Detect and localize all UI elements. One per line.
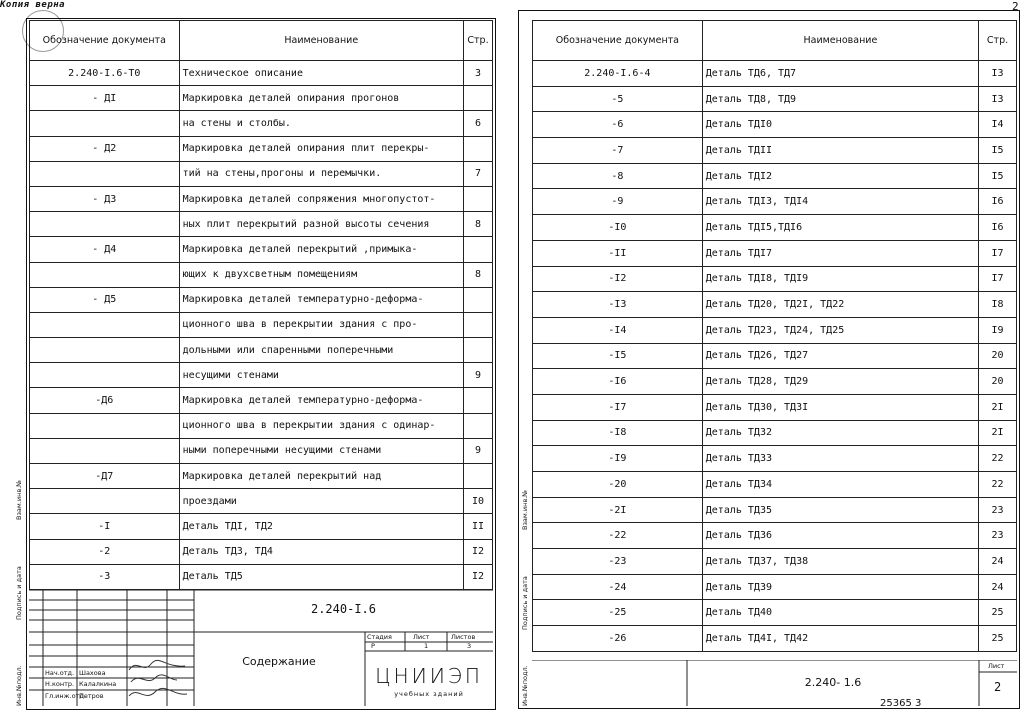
right-side-label-replaced: Взам.инв.№ <box>521 490 529 530</box>
doc-cell: -I3 <box>533 292 703 318</box>
page-cell: 8 <box>464 262 493 287</box>
name-cell: Деталь ТД40 <box>702 600 978 626</box>
doc-cell: -I4 <box>533 317 703 343</box>
page-cell: II <box>464 514 493 539</box>
role-1: Нач.отд. <box>45 669 75 677</box>
table-row <box>30 61 493 86</box>
table-row <box>30 413 493 438</box>
name-cell: тий на стены,прогоны и перемычки. <box>179 161 463 186</box>
table-row <box>30 564 493 589</box>
page-cell: 23 <box>979 523 1017 549</box>
name-cell: Маркировка деталей перекрытий ,примыка- <box>179 237 463 262</box>
right-drawing-code: 2.240- 1.6 <box>804 676 862 689</box>
name-cell: Деталь ТДI2 <box>702 163 978 189</box>
table-row <box>533 343 1017 369</box>
table-row <box>533 600 1017 626</box>
page-cell <box>464 312 493 337</box>
page-cell: I7 <box>979 266 1017 292</box>
page-cell: 20 <box>979 343 1017 369</box>
doc-cell: -23 <box>533 549 703 575</box>
page-cell: I3 <box>979 61 1017 87</box>
doc-cell <box>30 161 180 186</box>
left-title-block <box>29 590 493 706</box>
doc-cell: -I2 <box>533 266 703 292</box>
left-drawing-code: 2.240-I.6 <box>310 602 377 616</box>
doc-cell <box>30 338 180 363</box>
table-row <box>533 446 1017 472</box>
name-cell: Деталь ТД30, ТД3I <box>702 394 978 420</box>
table-row <box>533 523 1017 549</box>
doc-cell: -Д7 <box>30 464 180 489</box>
page-cell <box>464 237 493 262</box>
doc-cell: -I8 <box>533 420 703 446</box>
name-cell: Деталь ТД5 <box>179 564 463 589</box>
doc-cell <box>30 312 180 337</box>
name-cell: ющих к двухсветным помещениям <box>179 262 463 287</box>
doc-cell: - ДI <box>30 86 180 111</box>
page-cell: 6 <box>464 111 493 136</box>
page-cell: 25 <box>979 600 1017 626</box>
name-cell: Маркировка деталей температурно-деформа- <box>179 287 463 312</box>
sheet-label: Лист <box>413 633 430 641</box>
doc-cell: -20 <box>533 472 703 498</box>
table-row <box>30 161 493 186</box>
doc-cell: -25 <box>533 600 703 626</box>
table-row <box>30 86 493 111</box>
footer-number: 25365 3 <box>880 698 922 709</box>
page-cell: I2 <box>464 564 493 589</box>
name-cell: на стены и столбы. <box>179 111 463 136</box>
page-cell: 9 <box>464 363 493 388</box>
name-cell: Деталь ТД20, ТД2I, ТД22 <box>702 292 978 318</box>
table-row <box>30 287 493 312</box>
page-cell: I5 <box>979 163 1017 189</box>
table-row <box>30 262 493 287</box>
doc-cell: -I5 <box>533 343 703 369</box>
name-cell: Деталь ТД28, ТД29 <box>702 369 978 395</box>
table-row <box>533 472 1017 498</box>
page-cell: I4 <box>979 112 1017 138</box>
doc-cell: -5 <box>533 86 703 112</box>
table-row <box>533 163 1017 189</box>
side-label-inventory: Инв.№подл. <box>15 665 23 706</box>
doc-cell: - Д5 <box>30 287 180 312</box>
name-header: Наименование <box>702 21 978 61</box>
table-row <box>533 215 1017 241</box>
doc-cell: -22 <box>533 523 703 549</box>
name-cell: Деталь ТДI, ТД2 <box>179 514 463 539</box>
doc-cell: 2.240-I.6-4 <box>533 61 703 87</box>
doc-cell: -7 <box>533 138 703 164</box>
name-cell: ционного шва в перекрытии здания с одинар- <box>179 413 463 438</box>
doc-cell: - Д4 <box>30 237 180 262</box>
page-cell: I6 <box>979 189 1017 215</box>
right-sheet-value: 2 <box>994 680 1002 694</box>
name-cell: Деталь ТД6, ТД7 <box>702 61 978 87</box>
page-cell: 23 <box>979 497 1017 523</box>
doc-cell: - Д2 <box>30 136 180 161</box>
page-cell: I8 <box>979 292 1017 318</box>
table-row <box>533 497 1017 523</box>
table-row <box>30 363 493 388</box>
sheet-value: 1 <box>424 642 429 650</box>
page-cell <box>464 287 493 312</box>
certified-copy-stamp: Копия верна <box>0 0 66 10</box>
page-cell: 7 <box>464 161 493 186</box>
table-row <box>30 237 493 262</box>
table-row <box>30 438 493 463</box>
page-cell: 2I <box>979 394 1017 420</box>
name-cell: Деталь ТД8, ТД9 <box>702 86 978 112</box>
doc-header: Обозначение документа <box>30 21 180 61</box>
name-cell: дольными или спаренными поперечными <box>179 338 463 363</box>
table-row <box>30 464 493 489</box>
doc-cell <box>30 111 180 136</box>
right-side-label-sign-date: Подпись и дата <box>521 576 529 630</box>
name-cell: Маркировка деталей сопряжения многопустот- <box>179 186 463 211</box>
page-cell <box>464 186 493 211</box>
name-cell: Деталь ТДII <box>702 138 978 164</box>
name-cell: Деталь ТДI0 <box>702 112 978 138</box>
name-header: Наименование <box>179 21 463 61</box>
page-cell <box>464 86 493 111</box>
table-row <box>533 317 1017 343</box>
stage-value: Р <box>371 642 375 650</box>
person-3: Петров <box>79 692 104 700</box>
org-subtitle: учебных зданий <box>394 690 464 698</box>
doc-cell: -24 <box>533 574 703 600</box>
name-cell: ционного шва в перекрытии здания с про- <box>179 312 463 337</box>
table-row <box>533 369 1017 395</box>
left-drawing-title: Содержание <box>242 655 316 668</box>
person-1: Шахова <box>79 669 106 677</box>
name-cell: Маркировка деталей температурно-деформа- <box>179 388 463 413</box>
doc-cell <box>30 489 180 514</box>
page-header: Стр. <box>464 21 493 61</box>
page-cell: 24 <box>979 574 1017 600</box>
doc-cell <box>30 363 180 388</box>
name-cell: Техническое описание <box>179 61 463 86</box>
table-row <box>533 189 1017 215</box>
page-cell <box>464 338 493 363</box>
doc-cell: -I7 <box>533 394 703 420</box>
page-cell: 24 <box>979 549 1017 575</box>
doc-cell: -2I <box>533 497 703 523</box>
page-cell <box>464 136 493 161</box>
doc-cell <box>30 262 180 287</box>
table-row <box>30 539 493 564</box>
page-cell: 8 <box>464 212 493 237</box>
sheets-label: Листов <box>451 633 476 641</box>
person-2: Калалкина <box>79 680 117 688</box>
table-row <box>533 266 1017 292</box>
page-cell: 22 <box>979 446 1017 472</box>
page-cell: 20 <box>979 369 1017 395</box>
table-row <box>30 312 493 337</box>
doc-cell: -II <box>533 240 703 266</box>
table-row <box>30 388 493 413</box>
name-cell: ных плит перекрытий разной высоты сечения <box>179 212 463 237</box>
name-cell: Деталь ТД37, ТД38 <box>702 549 978 575</box>
doc-cell: -I0 <box>533 215 703 241</box>
table-row <box>533 420 1017 446</box>
page-cell: I6 <box>979 215 1017 241</box>
table-row <box>30 186 493 211</box>
name-cell: Деталь ТДI8, ТДI9 <box>702 266 978 292</box>
doc-cell: - Д3 <box>30 186 180 211</box>
doc-cell: -6 <box>533 112 703 138</box>
page-cell: I9 <box>979 317 1017 343</box>
table-row <box>30 212 493 237</box>
sheets-value: 3 <box>467 642 472 650</box>
page-cell <box>464 388 493 413</box>
name-cell: Маркировка деталей опирания прогонов <box>179 86 463 111</box>
table-row <box>533 86 1017 112</box>
name-cell: Деталь ТД4I, ТД42 <box>702 626 978 652</box>
page-cell <box>464 413 493 438</box>
page-cell: 9 <box>464 438 493 463</box>
page-cell: 3 <box>464 61 493 86</box>
page-cell: I2 <box>464 539 493 564</box>
name-cell: Деталь ТД34 <box>702 472 978 498</box>
table-row <box>30 489 493 514</box>
doc-cell: 2.240-I.6-T0 <box>30 61 180 86</box>
signatures <box>125 656 195 706</box>
doc-cell: -26 <box>533 626 703 652</box>
table-row <box>533 394 1017 420</box>
table-row <box>533 549 1017 575</box>
side-label-replaced: Взам.инв.№ <box>15 480 23 520</box>
side-label-sign-date: Подпись и дата <box>15 566 23 620</box>
name-cell: Деталь ТД32 <box>702 420 978 446</box>
role-2: Н.контр. <box>45 680 75 688</box>
table-row <box>533 138 1017 164</box>
doc-header: Обозначение документа <box>533 21 703 61</box>
table-row <box>533 61 1017 87</box>
table-row <box>533 240 1017 266</box>
name-cell: Маркировка деталей перекрытий над <box>179 464 463 489</box>
name-cell: проездами <box>179 489 463 514</box>
doc-cell: -Д6 <box>30 388 180 413</box>
table-row <box>30 514 493 539</box>
table-row <box>533 292 1017 318</box>
org-logo: ЦНИИЭП <box>375 664 483 688</box>
table-row <box>30 338 493 363</box>
doc-cell: -I <box>30 514 180 539</box>
stage-label: Стадия <box>367 633 392 641</box>
name-cell: Деталь ТД35 <box>702 497 978 523</box>
right-side-label-inventory: Инв.№подл. <box>521 665 529 706</box>
name-cell: Деталь ТДI5,ТДI6 <box>702 215 978 241</box>
doc-cell <box>30 413 180 438</box>
page-cell: I5 <box>979 138 1017 164</box>
page-cell <box>464 464 493 489</box>
name-cell: Деталь ТДI7 <box>702 240 978 266</box>
role-3: Гл.инж.отд. <box>45 692 86 700</box>
name-cell: несущими стенами <box>179 363 463 388</box>
doc-cell: -8 <box>533 163 703 189</box>
name-cell: Деталь ТДI3, ТДI4 <box>702 189 978 215</box>
name-cell: ными поперечными несущими стенами <box>179 438 463 463</box>
doc-cell <box>30 212 180 237</box>
name-cell: Маркировка деталей опирания плит перекры- <box>179 136 463 161</box>
right-sheet-label: Лист <box>988 662 1005 670</box>
doc-cell: -2 <box>30 539 180 564</box>
name-cell: Деталь ТД3, ТД4 <box>179 539 463 564</box>
name-cell: Деталь ТД23, ТД24, ТД25 <box>702 317 978 343</box>
page-cell: 2I <box>979 420 1017 446</box>
page-cell: 25 <box>979 626 1017 652</box>
name-cell: Деталь ТД36 <box>702 523 978 549</box>
page-cell: I7 <box>979 240 1017 266</box>
doc-cell: -I6 <box>533 369 703 395</box>
name-cell: Деталь ТД26, ТД27 <box>702 343 978 369</box>
left-contents-table <box>29 20 493 590</box>
page-cell: I3 <box>979 86 1017 112</box>
doc-cell: -3 <box>30 564 180 589</box>
right-contents-table <box>532 20 1017 652</box>
doc-cell: -9 <box>533 189 703 215</box>
table-row <box>533 574 1017 600</box>
table-row <box>30 111 493 136</box>
page-cell: I0 <box>464 489 493 514</box>
name-cell: Деталь ТД33 <box>702 446 978 472</box>
name-cell: Деталь ТД39 <box>702 574 978 600</box>
doc-cell <box>30 438 180 463</box>
right-title-block <box>532 660 1017 706</box>
page-header: Стр. <box>979 21 1017 61</box>
page-cell: 22 <box>979 472 1017 498</box>
corner-page-number: 2 <box>1012 0 1019 13</box>
table-row <box>533 112 1017 138</box>
doc-cell: -I9 <box>533 446 703 472</box>
table-row <box>533 626 1017 652</box>
table-row <box>30 136 493 161</box>
